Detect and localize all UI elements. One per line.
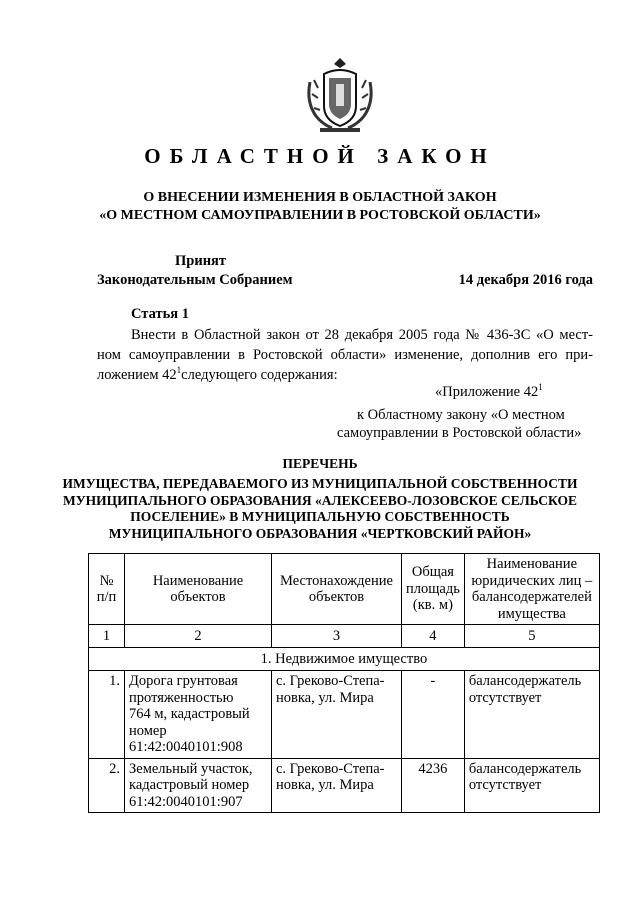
row-area: 4236: [402, 758, 465, 813]
section-title: 1. Недвижимое имущество: [89, 648, 600, 671]
list-title-line: ИМУЩЕСТВА, ПЕРЕДАВАЕМОГО ИЗ МУНИЦИПАЛЬНОЙ СОБСТВЕННОСТИ: [62, 476, 578, 491]
table-row: [89, 671, 600, 759]
article-heading: Статья 1: [131, 306, 189, 322]
row-location: с. Греково-Степа- новка, ул. Мира: [272, 758, 402, 813]
section-row: [89, 648, 600, 671]
subtitle-line: «О МЕСТНОМ САМОУПРАВЛЕНИИ В РОСТОВСКОЙ ОБЛАСТИ»: [99, 208, 541, 223]
adopted-label: Принят: [175, 253, 227, 269]
header-holder: Наименование юридических лиц – балансодержателей имущества: [464, 554, 599, 625]
list-title-line: МУНИЦИПАЛЬНОГО ОБРАЗОВАНИЯ «ЧЕРТКОВСКИЙ РАЙОН»: [108, 525, 532, 541]
column-number: 4: [402, 625, 465, 648]
article-text-part: ложением 42: [97, 367, 177, 383]
column-number: 5: [464, 625, 599, 648]
row-area: -: [402, 671, 465, 759]
header-num: № п/п: [89, 554, 125, 625]
law-title: ОБЛАСТНОЙ ЗАКОН: [144, 144, 496, 168]
appendix-label: [435, 384, 543, 401]
subtitle-line: О ВНЕСЕНИИ ИЗМЕНЕНИЯ В ОБЛАСТНОЙ ЗАКОН: [143, 190, 497, 205]
header-location: Местонахождение объектов: [272, 554, 402, 625]
row-holder: балансодержатель отсутствует: [464, 758, 599, 813]
table-row: [89, 758, 600, 813]
row-num: 1.: [89, 671, 125, 759]
row-num: 2.: [89, 758, 125, 813]
article-text-part: следующего содержания:: [181, 367, 338, 383]
column-number: 3: [272, 625, 402, 648]
superscript: 1: [538, 382, 543, 392]
coat-of-arms-emblem: [302, 54, 378, 134]
list-title: [0, 476, 640, 542]
list-title-line: ПОСЕЛЕНИЕ» В МУНИЦИПАЛЬНУЮ СОБСТВЕННОСТЬ: [130, 509, 510, 524]
column-number-row: [89, 625, 600, 648]
appendix-ref-line: самоуправлении в Ростовской области»: [337, 425, 582, 441]
row-name: Дорога грунтовая протяженностью 764 м, кадастровый номер 61:42:0040101:908: [125, 671, 272, 759]
list-heading: ПЕРЕЧЕНЬ: [282, 456, 358, 471]
appendix-text: «Приложение 42: [435, 384, 539, 400]
list-title-line: МУНИЦИПАЛЬНОГО ОБРАЗОВАНИЯ «АЛЕКСЕЕВО-ЛОЗОВСКОЕ СЕЛЬСКОЕ: [62, 492, 577, 508]
article-text-line: ном самоуправлении в Ростовской области» изменение, дополнив его при-: [97, 347, 593, 363]
column-number: 2: [125, 625, 272, 648]
column-number: 1: [89, 625, 125, 648]
adopted-by: Законодательным Собранием: [97, 272, 293, 288]
article-text-line: Внести в Областной закон от 28 декабря 2005 года № 436-ЗС «О мест-: [131, 327, 593, 343]
header-name: Наименование объектов: [125, 554, 272, 625]
superscript: 1: [176, 365, 182, 375]
row-holder: балансодержатель отсутствует: [464, 671, 599, 759]
header-area: Общая площадь (кв. м): [402, 554, 465, 625]
article-text-line: [97, 365, 593, 385]
appendix-ref-line: к Областному закону «О местном: [357, 407, 565, 423]
law-subtitle: [0, 189, 640, 225]
row-name: Земельный участок, кадастровый номер 61:42:0040101:907: [125, 758, 272, 813]
row-location: с. Греково-Степа- новка, ул. Мира: [272, 671, 402, 759]
property-table: [88, 553, 600, 813]
table-header-row: [89, 554, 600, 625]
adoption-date: 14 декабря 2016 года: [458, 272, 593, 288]
